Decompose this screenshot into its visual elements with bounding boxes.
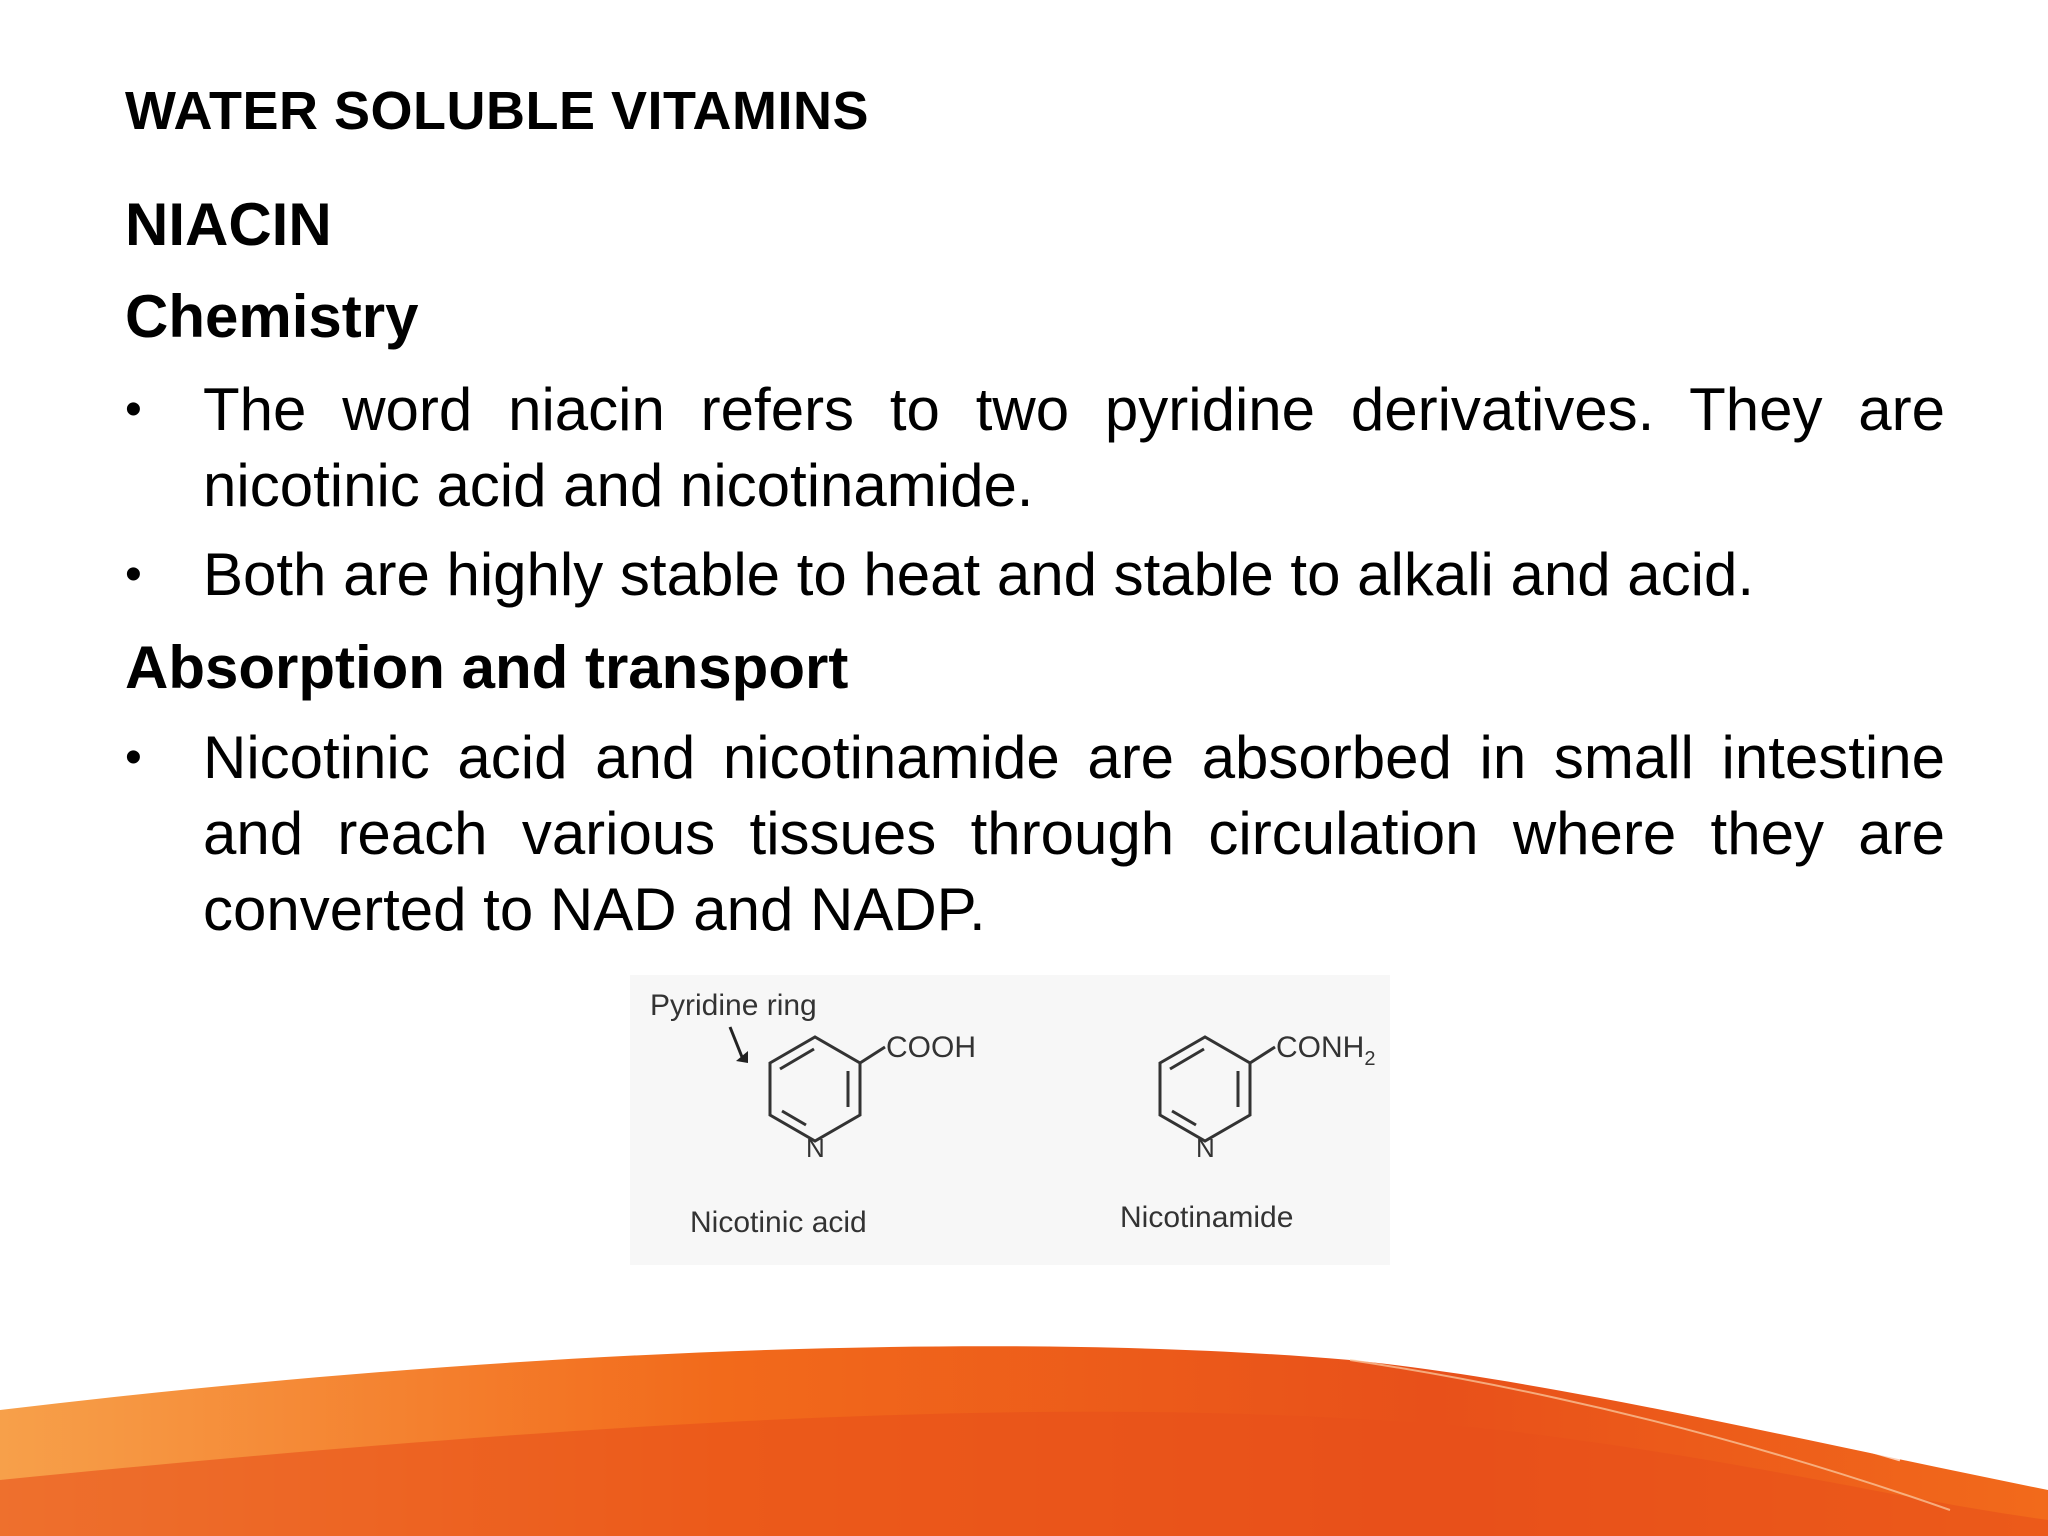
absorption-bullet-list [125,720,1945,948]
slide-title: WATER SOLUBLE VITAMINS [125,81,869,141]
bullet-text: Nicotinic acid and nicotinamide are absorbed in small intestine and reach various tissues through circulation where they are converted to NAD and NADP. [203,724,1945,943]
decorative-wave [0,1330,2048,1536]
nicotinic-acid-ring-n: N [806,1133,825,1163]
nicotinic-acid-group: COOH [886,1031,976,1064]
nicotinamide-structure [1160,1037,1275,1141]
pyridine-ring-label: Pyridine ring [650,989,817,1022]
absorption-heading: Absorption and transport [125,634,849,701]
arrow-icon [730,1027,748,1063]
list-item [125,720,1945,948]
bullet-icon: • [125,548,142,601]
topic-heading: NIACIN [125,191,332,258]
bullet-text: The word niacin refers to two pyridine derivatives. They are nicotinic acid and nicotinamide. [203,376,1945,519]
list-item [125,537,1945,613]
chemistry-heading: Chemistry [125,283,419,350]
list-item [125,372,1945,524]
nicotinamide-label: Nicotinamide [1120,1201,1294,1234]
nicotinamide-ring-n: N [1196,1133,1215,1163]
bullet-icon: • [125,383,142,436]
bullet-icon: • [125,731,142,784]
nicotinic-acid-label: Nicotinic acid [690,1206,867,1239]
chemistry-bullet-list [125,372,1945,613]
nicotinic-acid-structure [770,1037,885,1141]
structures-diagram [630,975,1390,1265]
bullet-text: Both are highly stable to heat and stable to alkali and acid. [203,541,1755,608]
nicotinamide-group: $CONH_2$ [1276,1031,1376,1070]
niacin-structures-figure [630,975,1390,1265]
